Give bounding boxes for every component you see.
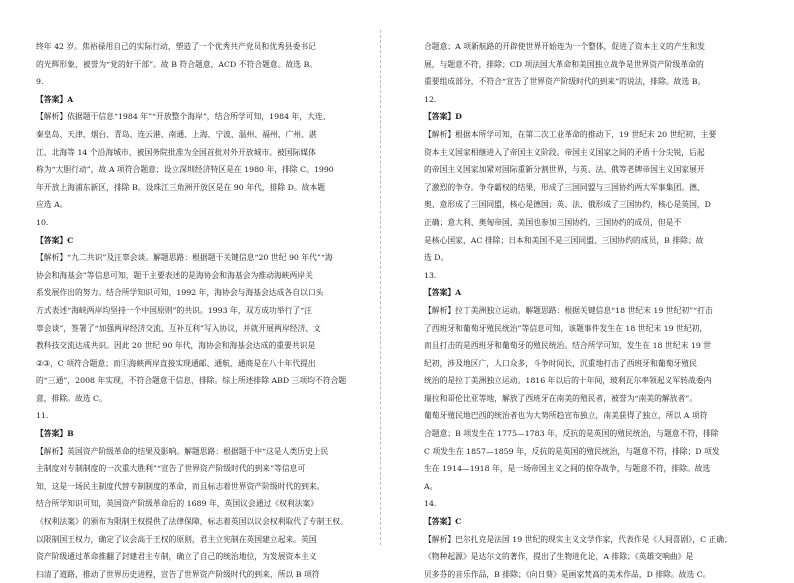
- question-number: 10.: [36, 217, 49, 227]
- question-number: 13.: [424, 270, 437, 280]
- analysis-line: 选 D。: [424, 253, 449, 263]
- analysis-line: 应选 A。: [36, 200, 68, 210]
- right-column: [424, 38, 746, 583]
- analysis-line: 资本主义国家相继进入了帝国主义阶段。帝国主义国家之间的矛盾十分尖锐，后起: [424, 147, 705, 157]
- analysis-line: 教科技交流达成共识。因此 20 世纪 90 年代，海协会和海基会达成的重要共识是: [36, 341, 316, 351]
- analysis-line: 【解析】巴尔扎克是法国 19 世纪的现实主义文学作家，代表作是《人间喜剧》，C 正确；: [424, 534, 732, 544]
- analysis-line: 系发展作出的努力。结合所学知识可知，1992 年，海协会与海基会达成各自以口头: [36, 288, 324, 298]
- analysis-line: 年开放上海浦东新区，排除 B。设珠江三角洲开放区是在 90 年代，排除 D。故本题: [36, 182, 326, 192]
- text-line: 终年 42 岁。焦裕禄用自己的实际行动，塑造了一个优秀共产党员和优秀县委书记: [36, 42, 316, 51]
- analysis-line: 的帝国主义国家加紧对国际重新分割世界，与英、法、俄等老牌帝国主义国家展开: [424, 165, 705, 175]
- analysis-line: C 项发生在 1857—1859 年，反抗的是英国的殖民统治，与题意不符，排除；D 项发: [424, 446, 720, 456]
- column-divider: [380, 30, 381, 545]
- answer-label: 【答案】A: [36, 94, 74, 104]
- question-number: 11.: [36, 411, 49, 421]
- analysis-line: 主制度对专制制度的一次重大胜利”“宣告了世界资产阶级时代的到来”等信息可: [36, 464, 306, 474]
- analysis-line: 葡萄牙殖民地巴西的统治者也为大势所趋宣布独立，南美获得了独立，所以 A 项符: [424, 411, 708, 421]
- question-block: [36, 407, 358, 583]
- analysis-line: 【解析】“九二共识”及汪辜会谈。解题思路：根据题干关键信息“20 世纪 90 年代”“海: [36, 253, 333, 263]
- left-questions: [36, 73, 358, 583]
- left-intro: [36, 38, 358, 73]
- analysis-line: 称为“大胆行动”，故 A 项符合题意；设立深圳经济特区是在 1980 年，排除 C。1990: [36, 165, 334, 175]
- question-number: 9.: [36, 77, 44, 87]
- analysis-line: 以限制国王权力，确定了议会高于王权的原则，君主立宪制在英国建立起来。英国: [36, 534, 317, 544]
- analysis-line: 正确；意大利、奥匈帝国、美国也参加三国协约，三国协约的成员，但是不: [424, 217, 682, 227]
- text-line: 的光辉形象，被誉为“党的好干部”。故 B 符合题意，ACD 不符合题意。故选 B。: [36, 59, 318, 69]
- analysis-line: 协会和海基会”等信息可知，题干主要表述的是海协会和海基会为推动海峡两岸关: [36, 270, 313, 280]
- question-block: [424, 267, 746, 496]
- answer-label: 【答案】C: [36, 235, 74, 245]
- text-line: 重要组成部分，不符合“宣告了世界资产阶级时代的到来”的说法，排除。故选 B。: [424, 77, 706, 87]
- analysis-line: 【解析】根据本所学可知，在第二次工业革命的推动下，19 世纪末 20 世纪初，主要: [424, 129, 717, 139]
- analysis-line: 江、北海等 14 个沿海城市，被国务院批准为全国首批对外开放城市。被国际媒体: [36, 147, 316, 157]
- question-block: [36, 73, 358, 214]
- analysis-line: 秦皇岛、天津、烟台、青岛、连云港、南通、上海、宁波、温州、福州、广州、湛: [36, 129, 317, 139]
- answer-label: 【答案】B: [36, 429, 74, 439]
- analysis-line: 《物种起源》是达尔文的著作，提出了生物进化论，A 排除；《英雄交响曲》是: [424, 552, 694, 562]
- right-intro: [424, 38, 746, 91]
- answer-label: 【答案】A: [424, 288, 462, 298]
- analysis-line: 奥、意形成了三国同盟，核心是德国；英、法、俄形成了三国协约，核心是英国，D: [424, 200, 711, 210]
- analysis-line: 贝多芬的音乐作品，B 排除；《向日葵》是画家梵高的美术作品，D 排除。故选 C。: [424, 569, 711, 579]
- question-block: [36, 214, 358, 408]
- text-line: 展，与题意不符，排除；CD 项法国大革命和美国独立战争是世界资产阶级革命的: [424, 59, 704, 69]
- analysis-line: 瑞拉和哥伦比亚等地，解放了西班牙在南美的殖民者，被誉为“南美的解放者”。: [424, 393, 698, 403]
- question-number: 14.: [424, 499, 437, 509]
- analysis-line: A。: [424, 481, 438, 491]
- analysis-line: 而且打击的是西班牙和葡萄牙的殖民统治。结合所学可知，发生在 18 世纪末 19 世: [424, 341, 712, 351]
- right-questions: [424, 91, 746, 583]
- analysis-line: 《权利法案》的颁布为限制王权提供了法律保障，标志着英国以议会权利取代了专制王权。: [36, 517, 348, 527]
- analysis-line: 了西班牙和葡萄牙殖民统治”等信息可知，该题事件发生在 18 世纪末 19 世纪初，: [424, 323, 708, 333]
- analysis-line: 【解析】英国资产阶级革命的结果及影响。解题思路：根据题干中“这是人类历史上民: [36, 446, 329, 456]
- analysis-line: 结合所学知识可知，英国资产阶级革命后的 1689 年，英国议会通过《权利法案》: [36, 499, 319, 509]
- analysis-line: 辜会谈”，签署了“加强两岸经济交流、互补互利”写入协议，并就开展两岸经济、文: [36, 323, 321, 333]
- analysis-line: 扫清了道路，推动了世界历史进程，宣告了世界资产阶级时代的到来，所以 B 项符: [36, 569, 320, 579]
- analysis-line: 【解析】拉丁美洲独立运动。解题思路：根据关键信息“18 世纪末 19 世纪初”“打击: [424, 305, 713, 315]
- answer-label: 【答案】D: [424, 112, 462, 122]
- analysis-line: 纪初，涉及地区广，人口众多，斗争时间长，沉重地打击了西班牙和葡萄牙殖民: [424, 358, 697, 368]
- analysis-line: 合题意；B 项发生在 1775—1783 年，反抗的是英国的殖民统治，与题意不符，排除: [424, 429, 719, 439]
- question-block: [424, 495, 746, 583]
- analysis-line: 方式表述“海峡两岸均坚持一个中国原则”的共识。1993 年，双方成功举行了“汪: [36, 305, 312, 315]
- text-line: 合题意；A 项新航路的开辟使世界开始连为一个整体，促进了资本主义的产生和发: [424, 42, 705, 51]
- analysis-line: 知，这是一场民主制度代替专制制度的革命，而且标志着世界资产阶级时代的到来。: [36, 481, 325, 491]
- analysis-line: 统治的是拉丁美洲独立运动。1816 年以后的十年间，玻利瓦尔率领起义军转战委内: [424, 376, 712, 386]
- analysis-line: 意，排除。故选 C。: [36, 393, 107, 403]
- question-block: [424, 91, 746, 267]
- analysis-line: 是核心国家，AC 排除；日本和美国不是三国同盟、三国协约的成员，B 排除；故: [424, 235, 704, 245]
- analysis-line: 资产阶级通过革命推翻了封建君主专制，确立了自己的统治地位，为发展资本主义: [36, 552, 317, 562]
- answer-label: 【答案】C: [424, 517, 462, 527]
- left-column: [36, 38, 358, 583]
- analysis-line: 生在 1914—1918 年，是一场帝国主义之间的掠夺战争，与题意不符，排除。故选: [424, 464, 711, 474]
- analysis-line: 的“三通”，2008 年实现，不符合题意干信息，排除。综上所述排除 ABD 三项均不符合题: [36, 376, 347, 386]
- analysis-line: ②③，C 项符合题意；而①海峡两岸直接实现通邮、通航、通商是在八十年代提出: [36, 358, 316, 368]
- analysis-line: 【解析】依据题干信息“1984 年”“开放整个海岸”，结合所学可知，1984 年，大连、: [36, 112, 331, 122]
- question-number: 12.: [424, 94, 437, 104]
- analysis-line: 了激烈的争夺。争夺霸权的结果，形成了三国同盟与三国协约两大军事集团。德、: [424, 182, 705, 192]
